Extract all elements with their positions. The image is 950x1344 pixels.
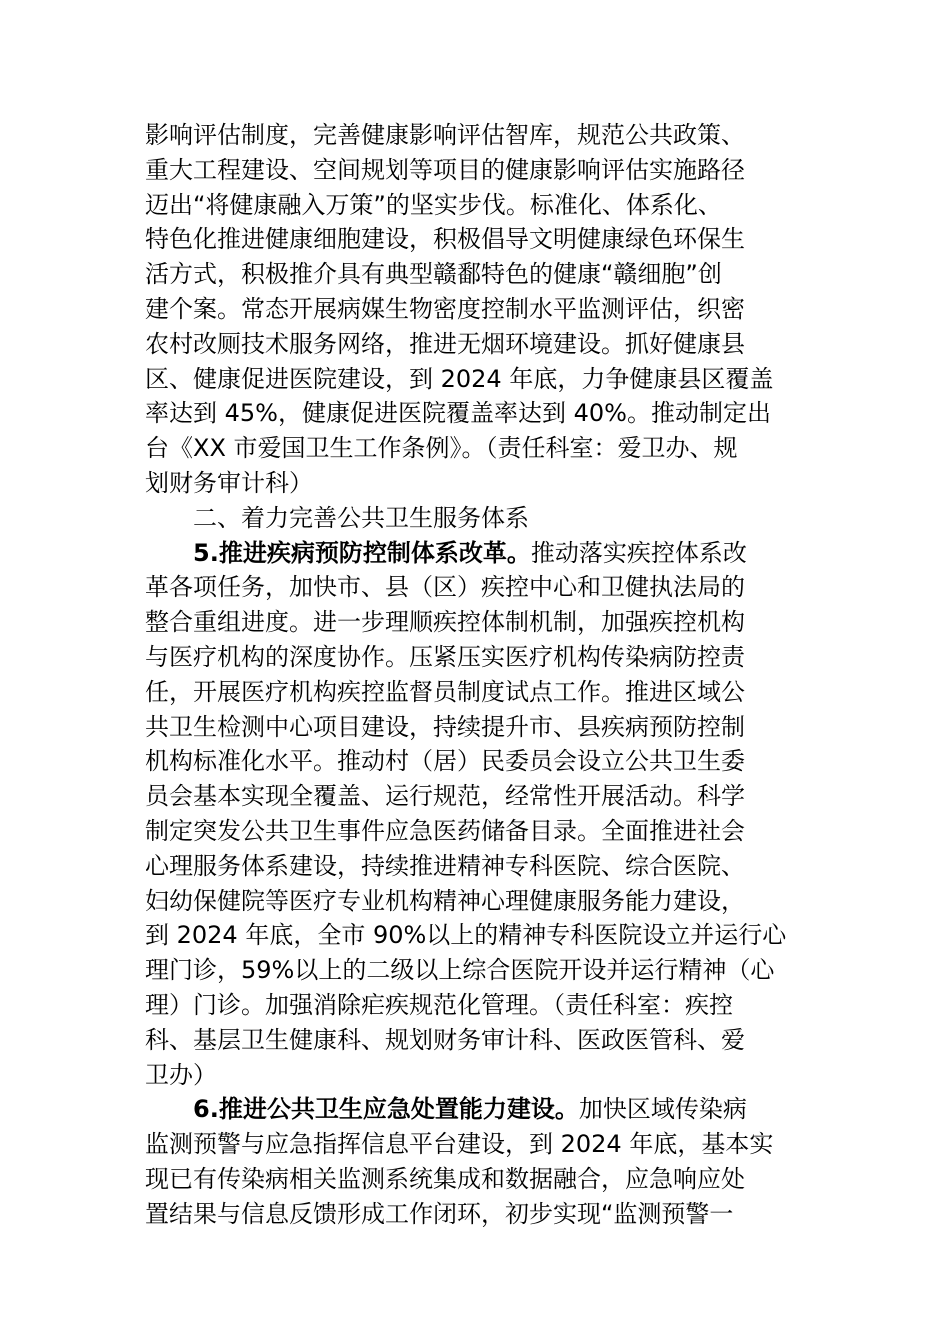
text-line: 科、基层卫生健康科、规划财务审计科、医政医管科、爱 [145,1025,745,1054]
text-line: 革各项任务，加快市、县（区）疾控中心和卫健执法局的 [145,573,745,602]
text-line: 重大工程建设、空间规划等项目的健康影响评估实施路径 [145,155,745,184]
item-6-first-line [145,1092,810,1127]
body-text [145,118,810,1232]
text-line: 区、健康促进医院建设，到 2024 年底，力争健康县区覆盖 [145,364,774,393]
text-line: 到 2024 年底，全市 90%以上的精神专科医院设立并运行心 [145,921,787,950]
text-line: 机构标准化水平。推动村（居）民委员会设立公共卫生委 [145,747,745,776]
section-heading: 二、着力完善公共卫生服务体系 [193,503,529,532]
text-line: 理）门诊。加强消除疟疾规范化管理。（责任科室：疾控 [145,990,733,1019]
text-line: 置结果与信息反馈形成工作闭环，初步实现“监测预警一 [145,1199,734,1228]
text-line: 任，开展医疗机构疾控监督员制度试点工作。推进区域公 [145,677,745,706]
text-line: 妇幼保健院等医疗专业机构精神心理健康服务能力建设， [145,886,745,915]
text-line: 心理服务体系建设，持续推进精神专科医院、综合医院、 [145,851,745,880]
item-5-title: 5.推进疾病预防控制体系改革。 [193,538,531,567]
text-line: 迈出“将健康融入万策”的坚实步伐。标准化、体系化、 [145,190,722,219]
text-line: 活方式，积极推介具有典型赣鄱特色的健康“赣细胞”创 [145,260,722,289]
text-line: 影响评估制度，完善健康影响评估智库，规范公共政策、 [145,121,745,149]
text-line: 特色化推进健康细胞建设，积极倡导文明健康绿色环保生 [145,225,745,254]
text-line: 监测预警与应急指挥信息平台建设，到 2024 年底，基本实 [145,1130,774,1159]
text-line: 制定突发公共卫生事件应急医药储备目录。全面推进社会 [145,816,745,845]
item-6-text: 加快区域传染病 [578,1095,747,1124]
item-5-text: 推动落实疾控体系改 [530,538,747,567]
text-line: 划财务审计科） [145,468,313,497]
text-line: 与医疗机构的深度协作。压紧压实医疗机构传染病防控责 [145,642,745,671]
item-5-first-line [145,536,810,571]
text-line: 整合重组进度。进一步理顺疾控体制机制，加强疾控机构 [145,608,745,637]
text-line: 建个案。常态开展病媒生物密度控制水平监测评估，织密 [145,294,745,323]
text-line: 员会基本实现全覆盖、运行规范，经常性开展活动。科学 [145,782,745,811]
text-line: 率达到 45%，健康促进医院覆盖率达到 40%。推动制定出 [145,399,771,428]
text-line: 理门诊，59%以上的二级以上综合医院开设并运行精神（心 [145,956,775,985]
text-line: 台《XX 市爱国卫生工作条例》。（责任科室：爱卫办、规 [145,434,738,463]
text-line: 共卫生检测中心项目建设，持续提升市、县疾病预防控制 [145,712,745,741]
item-6-title: 6.推进公共卫生应急处置能力建设。 [193,1095,579,1124]
text-line: 农村改厕技术服务网络，推进无烟环境建设。抓好健康县 [145,329,745,358]
text-line: 卫办） [145,1060,217,1089]
text-line: 现已有传染病相关监测系统集成和数据融合，应急响应处 [145,1164,745,1193]
